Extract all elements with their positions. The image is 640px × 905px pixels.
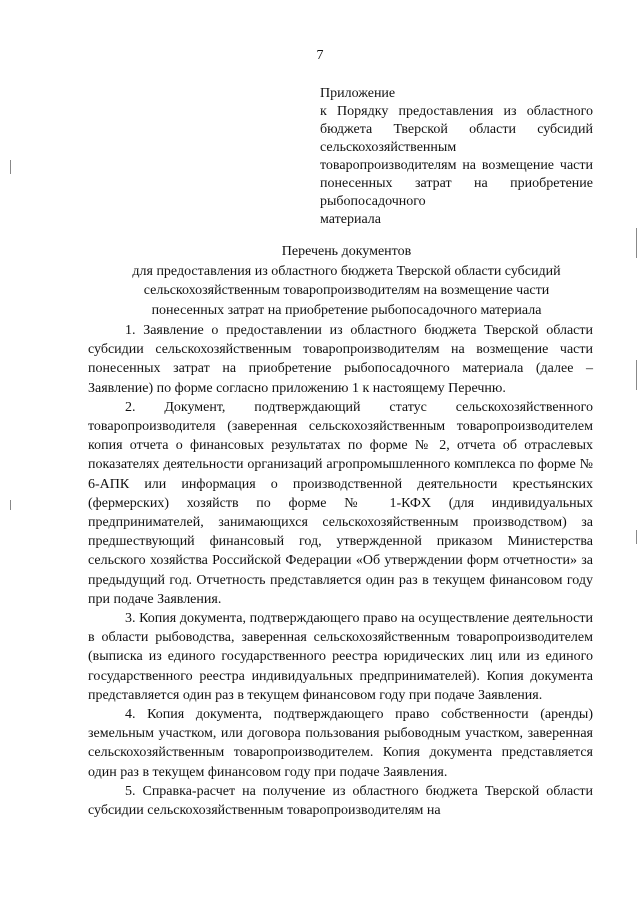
page-number: 7 (316, 48, 324, 63)
list-item-3: 3. Копия документа, подтверждающего право на осуществление деятельности в области рыбоводства, заверенная сельскохозяйственным товаропроизводителем (выписка из единого государственного реестра юридических лиц или из единого государственного реестра индивидуальных предпринимателей). Копия документа представляется один раз в текущем финансовом году при подаче Заявления. (88, 611, 593, 703)
list-title-line-3: сельскохозяйственным товаропроизводителям на возмещение части (143, 283, 550, 298)
document-body (88, 321, 593, 820)
list-item-1: 1. Заявление о предоставлении из областного бюджета Тверской области субсидии сельскохозяйственным товаропроизводителям на возмещение части понесенных затрат на приобретение рыбопосадочного материала (далее – Заявление) по форме согласно приложению 1 к настоящему Перечню. (88, 323, 593, 396)
list-title-line-1: Перечень документов (281, 244, 412, 259)
scan-edge-mark (10, 500, 11, 510)
list-item-2: 2. Документ, подтверждающий статус сельскохозяйственного товаропроизводителя (заверенная сельскохозяйственным товаропроизводителем копия отчета о финансовых результатах по форме № 2, отчета об отраслевых показателях деятельности организаций агропромышленного комплекса по форме № 6-АПК или информация о производственной деятельности крестьянских (фермерских) хозяйств по форме № 1-КФХ (для индивидуальных предпринимателей, занимающихся сельскохозяйственным производством) за предшествующий финансовый год, утвержденной приказом Министерства сельского хозяйства Российской Федерации «Об утверждении форм отчетности» за предыдущий год. Отчетность представляется один раз в текущем финансовом году при подаче Заявления. (88, 399, 593, 607)
appendix-body: к Порядку предоставления из областного бюджета Тверской области субсидий сельскохозяйственным товаропроизводителям на возмещение части понесенных затрат на приобретение рыбопосадочного (320, 104, 593, 209)
document-list-title (100, 242, 593, 320)
appendix-block (320, 85, 593, 229)
scan-edge-mark (636, 360, 637, 390)
appendix-title: Приложение (320, 86, 396, 101)
scan-edge-mark (636, 530, 637, 544)
list-item-4: 4. Копия документа, подтверждающего право собственности (аренды) земельным участком, или договора пользования рыбоводным участком, заверенная сельскохозяйственным товаропроизводителем. Копия документа представляется один раз в текущем финансовом году при подаче Заявления. (88, 707, 593, 780)
scan-edge-mark (636, 228, 637, 258)
list-title-line-2: для предоставления из областного бюджета Тверской области субсидий (132, 263, 561, 279)
appendix-last-line: материала (320, 212, 381, 227)
list-item-5: 5. Справка-расчет на получение из областного бюджета Тверской области субсидии сельскохозяйственным товаропроизводителям на (88, 783, 593, 819)
list-title-line-4: понесенных затрат на приобретение рыбопосадочного материала (151, 302, 542, 318)
scan-edge-mark (10, 160, 11, 174)
